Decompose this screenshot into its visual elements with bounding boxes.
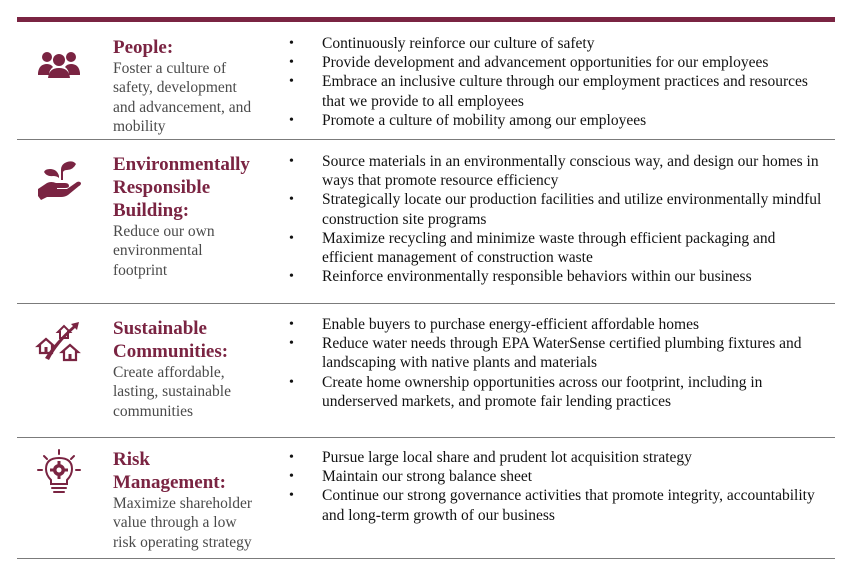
title-line: People: [113, 37, 174, 58]
pillar-description [113, 494, 283, 552]
pillar-heading [113, 448, 283, 552]
pillar-description [113, 363, 283, 421]
pillar-title [113, 36, 283, 59]
description-line: value through a low [113, 514, 237, 532]
pillar-description [113, 222, 283, 280]
description-line: mobility [113, 117, 166, 135]
bullet-item: • Maximize recycling and minimize waste through efficient packaging and efficient management of construction waste [289, 229, 829, 267]
pillar-heading [113, 36, 283, 136]
pillar-heading [113, 317, 283, 421]
bullet-item: • Reduce water needs through EPA WaterSense certified plumbing fixtures and landscaping with native plants and materials [289, 334, 829, 372]
pillar-heading [113, 153, 283, 280]
description-line: environmental [113, 242, 203, 260]
pillar-row-environment [17, 140, 835, 304]
pillar-row-communities [17, 304, 835, 438]
hand-plant-icon [35, 156, 83, 204]
bullet-item: • Reinforce environmentally responsible behaviors within our business [289, 267, 829, 286]
bullet-item: • Enable buyers to purchase energy-efficient affordable homes [289, 315, 829, 334]
description-line: communities [113, 402, 194, 420]
bullet-item: • Continuously reinforce our culture of safety [289, 34, 829, 53]
description-line: safety, development [113, 79, 237, 97]
bullet-item: • Promote a culture of mobility among our employees [289, 111, 829, 130]
title-line: Sustainable [113, 318, 207, 339]
description-line: Maximize shareholder [113, 495, 253, 512]
bullet-item: • Strategically locate our production facilities and utilize environmentally mindful construction site programs [289, 190, 829, 228]
bullet-item: • Embrace an inclusive culture through our employment practices and resources that we provide to all employees [289, 72, 829, 110]
pillar-title [113, 153, 283, 222]
bullet-item: • Source materials in an environmentally conscious way, and design our homes in ways that promote resource efficiency [289, 152, 829, 190]
bullet-item: • Pursue large local share and prudent lot acquisition strategy [289, 448, 829, 467]
description-line: Create affordable, [113, 364, 225, 381]
pillar-row-risk [17, 438, 835, 559]
bullet-item: • Maintain our strong balance sheet [289, 467, 829, 486]
title-line: Risk [113, 449, 150, 470]
title-line: Communities: [113, 341, 229, 362]
people-group-icon [35, 40, 83, 88]
description-line: lasting, sustainable [113, 383, 231, 401]
description-line: and advancement, and [113, 98, 252, 116]
pillar-bullet-list [289, 315, 829, 411]
pillar-bullet-list [289, 34, 829, 130]
description-line: footprint [113, 261, 168, 279]
bullet-item: • Provide development and advancement opportunities for our employees [289, 53, 829, 72]
description-line: risk operating strategy [113, 533, 252, 551]
bullet-item: • Create home ownership opportunities across our footprint, including in underserved markets, and promote fair lending practices [289, 373, 829, 411]
pillar-bullet-list [289, 152, 829, 286]
pillar-title [113, 448, 283, 494]
lightbulb-gear-icon [35, 448, 83, 496]
pillar-title [113, 317, 283, 363]
description-line: Reduce our own [113, 223, 215, 240]
title-line: Building: [113, 200, 190, 221]
bullet-item: • Continue our strong governance activities that promote integrity, accountability and long-term growth of our business [289, 486, 829, 524]
title-line: Responsible [113, 177, 211, 198]
description-line: Foster a culture of [113, 60, 227, 77]
houses-growth-icon [35, 318, 83, 366]
pillar-description [113, 59, 283, 136]
title-line: Environmentally [113, 154, 250, 175]
title-line: Management: [113, 472, 226, 493]
pillar-bullet-list [289, 448, 829, 525]
pillar-row-people [17, 22, 835, 140]
